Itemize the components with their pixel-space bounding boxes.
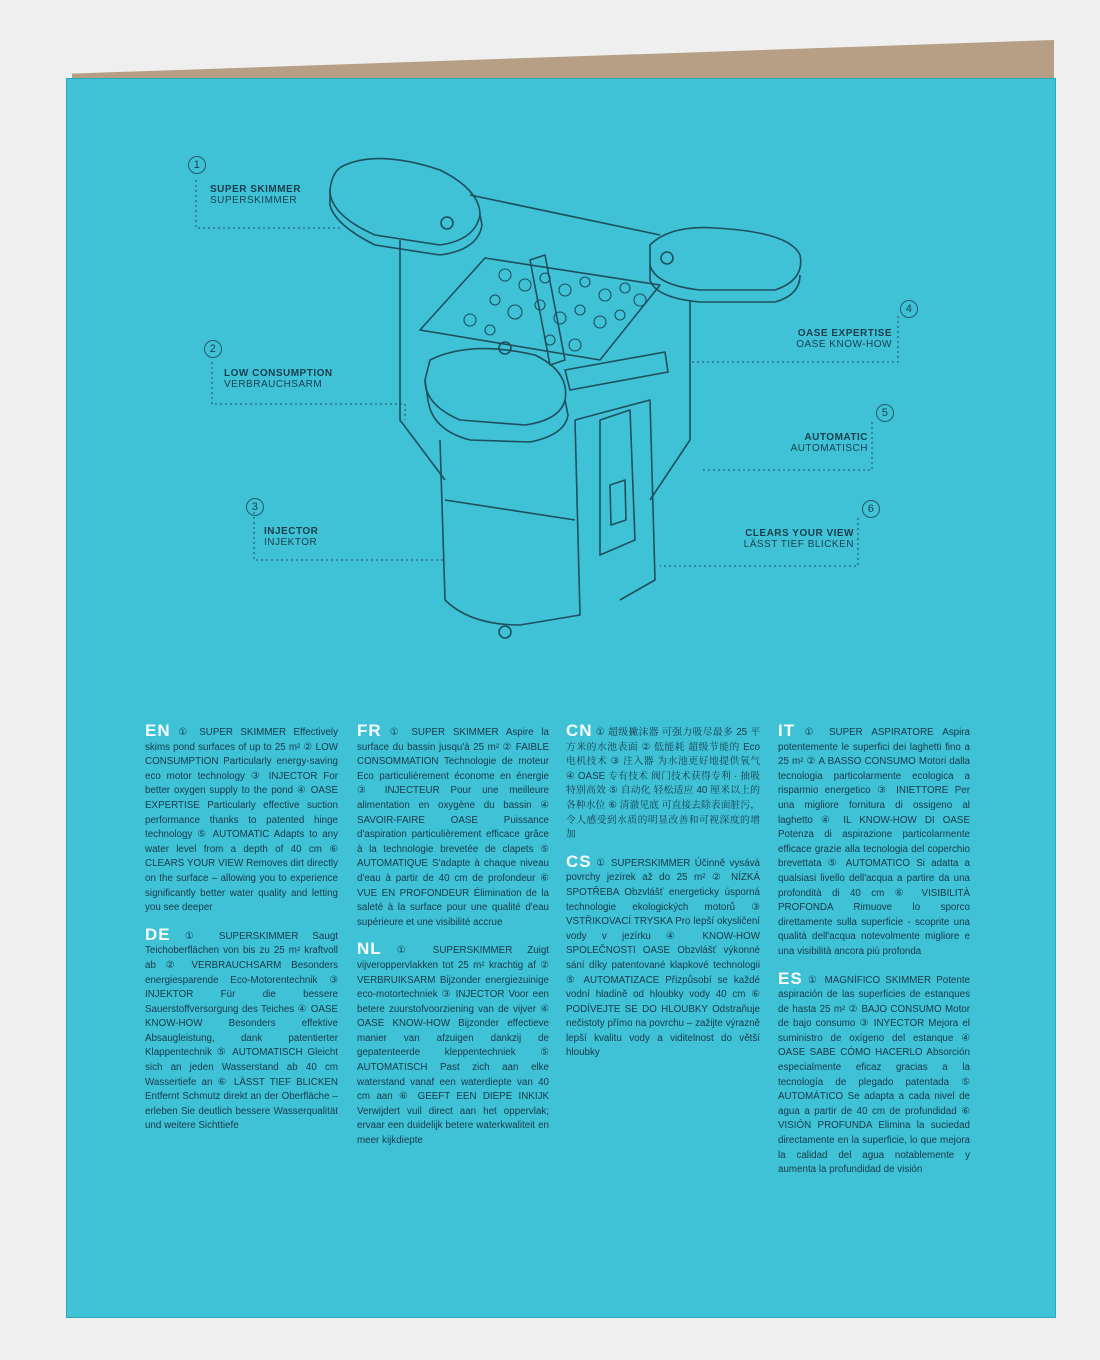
language-code: NL — [357, 939, 382, 959]
text-block-de — [145, 924, 338, 1134]
text-block-fr — [357, 721, 549, 930]
callout-subtitle: AUTOMATISCH — [790, 443, 868, 454]
language-code: CN — [566, 721, 593, 740]
text-column-4 — [778, 721, 970, 1190]
text-column-1 — [145, 721, 338, 1146]
callout-low-consumption — [204, 340, 333, 390]
text-block-cs — [566, 851, 760, 1061]
callout-subtitle: VERBRAUCHSARM — [224, 379, 323, 390]
language-code: IT — [778, 721, 796, 740]
language-code: FR — [357, 721, 382, 740]
text-block-cn — [566, 721, 760, 843]
text-body: ① SUPER SKIMMER Effectively skims pond surfaces of up to 25 m² ② LOW CONSUMPTION Particularly energy-saving eco motor technology ③ INJECTOR For better oxygen supply to the pond ④ OASE EXPERTISE Particularly effective suction performance thanks to patented hinge technology ⑤ AUTOMATIC Adapts to any water level from a depth of 40 cm ⑥ CLEARS YOUR VIEW Removes dirt directly on the surface – allowing you to experience significantly better water quality and letting you see deeper — [145, 727, 338, 914]
language-code: ES — [778, 968, 803, 988]
callout-title: CLEARS YOUR VIEW — [745, 528, 854, 539]
callout-title: AUTOMATIC — [804, 432, 868, 443]
text-column-2 — [357, 721, 549, 1161]
language-code: EN — [145, 721, 171, 740]
callout-number: 1 — [188, 156, 206, 174]
callout-number: 3 — [246, 498, 264, 516]
language-code: CS — [566, 851, 592, 871]
callout-injector — [246, 498, 318, 548]
callout-subtitle: LÄSST TIEF BLICKEN — [743, 539, 854, 550]
text-body: ① MAGNÍFICO SKIMMER Potente aspiración de las superficies de estanques de hasta 25 m² ② BAJO CONSUMO Motor de bajo consumo ③ INYECTOR Mejora el suministro de oxígeno del estanque ④ OASE SABE CÓMO HACERLO Absorción especialmente eficaz gracias a la tecnología de plegado patentada ⑤ AUTOMÁTICO Se adapta a cada nivel de agua a partir de 40 cm de profundidad ⑥ VISIÓN PROFUNDA Elimina la suciedad directamente en la superficie, lo que mejora la calidad del agua notablemente y aumenta la profundidad de visión — [778, 974, 970, 1176]
callout-subtitle: INJEKTOR — [264, 537, 318, 548]
callout-subtitle: SUPERSKIMMER — [210, 195, 298, 206]
language-code: DE — [145, 924, 171, 944]
callout-title: LOW CONSUMPTION — [224, 368, 333, 379]
text-block-en — [145, 721, 338, 916]
callout-super-skimmer — [188, 156, 301, 206]
callout-number: 6 — [862, 500, 880, 518]
text-body: ① SUPERSKIMMER Zuigt vijveroppervlakken tot 25 m² krachtig af ② VERBRUIKSARM Bijzonder energiezuinige eco-motortechniek ③ INJECTOR Voor een betere zuurstofvoorziening van de vijver ④ OASE KNOW-HOW Bijzonder effectieve manier van afzuigen dankzij de gepatenteerde kleppentechniek ⑤ AUTOMATISCH Past zich aan elke waterstand vanaf een waterdiepte van 40 cm aan ⑥ GEEFT EEN DIEPE INKIJK Verwijdert vuil direct aan het oppervlak; ervaar een duidelijk betere waterkwaliteit en meer kijkdiepte — [357, 945, 549, 1147]
text-body: ① SUPER ASPIRATORE Aspira potentemente le superfici dei laghetti fino a 25 m² ② A BASSO CONSUMO Motori dalla tecnologia particolarmente ecologica a risparmio energetico ③ INIETTORE Per una migliore fornitura di ossigeno al laghetto ④ IL KNOW-HOW DI OASE Potenza di aspirazione particolarmente efficace grazie alla tecnologia del coperchio brevettata ⑤ AUTOMATICO Si adatta a qualsiasi livello dell'acqua a partire da una profondità di 40 cm ⑥ VISIBILITÀ PROFONDA Rimuove lo sporco direttamente sulla superficie - scoprite una qualità dell'acqua notevolmente migliore e una visibilità ancora più profonda — [778, 727, 970, 957]
text-block-it — [778, 721, 970, 960]
callout-clears-your-view — [743, 500, 875, 550]
callout-automatic — [790, 404, 889, 454]
text-body: ① SUPERSKIMMER Účinně vysává povrchy jezírek až do 25 m² ② NÍZKÁ SPOTŘEBA Obzvlášť energeticky úsporná technologie ekologických motorů ③ VSTŘIKOVACÍ TRYSKA Pro lepší okysličení vody v jezírku ④ KNOW-HOW SPOLEČNOSTI OASE Obzvlášť výkonné sání díky patentované klapkové technologii ⑤ AUTOMATIZACE Přizpůsobí se každé vodní hladině od hloubky vody 40 cm ⑥ PODÍVEJTE SE DO HLOUBKY Odstraňuje nečistoty přímo na povrchu – zažijte výrazně lepší kvalitu vody a viditelnost do větší hloubky — [566, 857, 760, 1059]
callout-number: 4 — [900, 300, 918, 318]
callout-title: INJECTOR — [264, 526, 319, 537]
text-block-nl — [357, 939, 549, 1148]
text-body: ① SUPERSKIMMER Saugt Teichoberflächen von bis zu 25 m² kraftvoll ab ② VERBRAUCHSARM Besonders energiesparende Eco-Motorentechnik ③ INJEKTOR Für die bessere Sauerstoffversorgung des Teiches ④ OASE KNOW-HOW Besonders effektive Absaugleistung, dank patentierter Klappentechnik ⑤ AUTOMATISCH Gleicht sich an jeden Wasserstand ab 40 cm Wassertiefe an ⑥ LÄSST TIEF BLICKEN Entfernt Schmutz direkt an der Oberfläche – erleben Sie deutlich bessere Wasserqualität und weitere Sichttiefe — [145, 930, 338, 1132]
text-block-es — [778, 968, 970, 1178]
text-body: ① SUPER SKIMMER Aspire la surface du bassin jusqu'à 25 m² ② FAIBLE CONSOMMATION Technologie de moteur Eco particulièrement économe en énergie ③ INJECTEUR Pour une meilleure alimentation en oxygène du bassin ④ SAVOIR-FAIRE OASE Puissance d'aspiration particulièrement efficace grâce à la technologie brevetée de clapets ⑤ AUTOMATIQUE S'adapte à chaque niveau d'eau à partir de 40 cm de profondeur ⑥ VUE EN PROFONDEUR Élimination de la saleté à la surface pour une qualité d'eau supérieure et une visibilité accrue — [357, 727, 549, 928]
text-column-3 — [566, 721, 760, 1073]
callout-subtitle: OASE KNOW-HOW — [796, 339, 892, 350]
callout-oase-expertise — [796, 300, 913, 350]
callout-number: 2 — [204, 340, 222, 358]
callout-title: SUPER SKIMMER — [210, 184, 301, 195]
callout-number: 5 — [876, 404, 894, 422]
callout-title: OASE EXPERTISE — [797, 328, 892, 339]
text-body: ① 超级撇沫器 可强力吸尽最多 25 平方米的水池表面 ② 低能耗 超级节能的 Eco 电机技术 ③ 注入器 为水池更好地提供氧气 ④ OASE 专有技术 阀门技术获得专利 · 抽吸特别高效 ⑤ 自动化 轻松适应 40 厘米以上的各种水位 ⑥ 清澈见底 可直接去除表面脏污，令人感受到水质的明显改善和可视深度的增加 — [566, 727, 760, 841]
